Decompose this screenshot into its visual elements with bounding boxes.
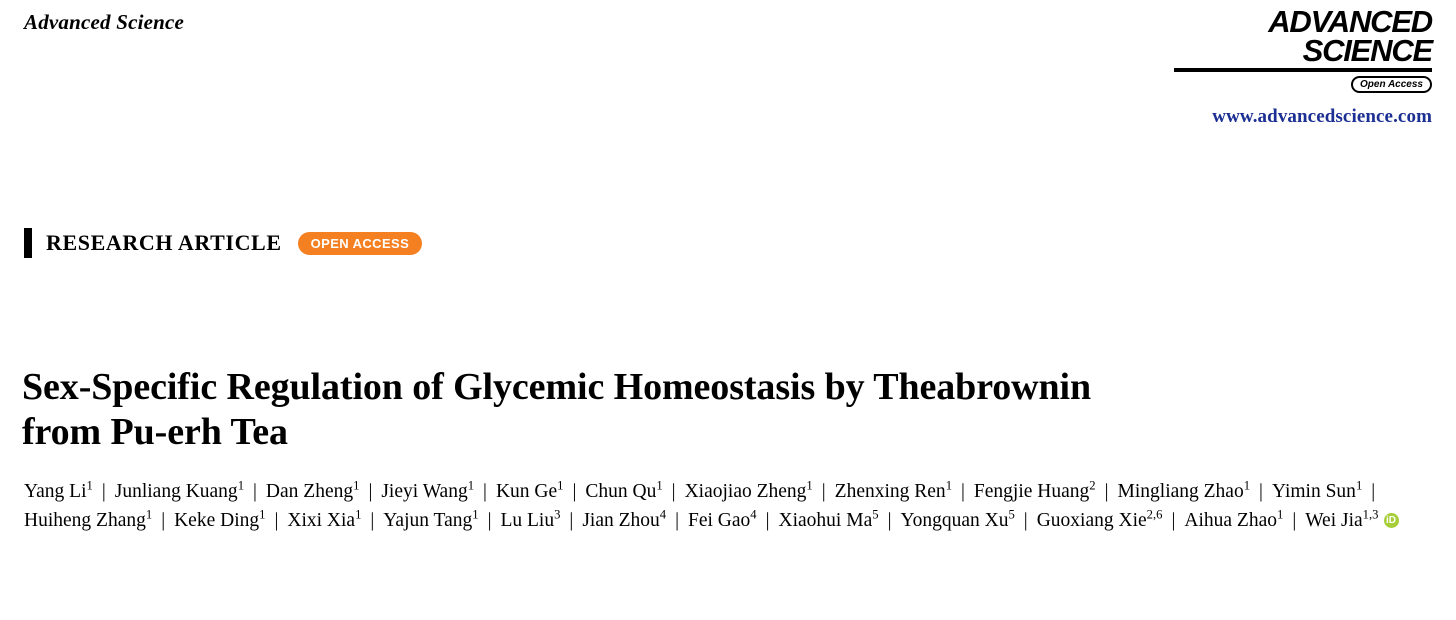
- author-affiliation-marker: 4: [659, 507, 667, 522]
- author-name[interactable]: [582, 507, 667, 531]
- author-name[interactable]: [1271, 478, 1363, 502]
- author-name-text: Yimin Sun: [1271, 481, 1356, 502]
- journal-logo-open-access-pill: Open Access: [1351, 76, 1432, 93]
- author-name[interactable]: [500, 507, 561, 531]
- author-name[interactable]: [114, 478, 245, 502]
- author-name-text: Guoxiang Xie: [1036, 509, 1147, 531]
- author-affiliation-marker: 2,6: [1146, 507, 1163, 522]
- author-name-text: Chun Qu: [585, 481, 657, 502]
- author-affiliation-marker: 4: [750, 507, 757, 522]
- open-access-badge: OPEN ACCESS: [298, 232, 423, 255]
- author-name[interactable]: [834, 478, 953, 502]
- author-name-text: Jieyi Wang: [381, 481, 468, 502]
- author-name-text: Mingliang Zhao: [1117, 481, 1244, 502]
- author-separator: |: [1023, 509, 1028, 531]
- author-separator: |: [1104, 481, 1109, 502]
- author-name-text: Fengjie Huang: [973, 481, 1090, 502]
- author-separator: |: [101, 481, 106, 502]
- author-name[interactable]: [1184, 507, 1284, 531]
- author-name[interactable]: [495, 478, 564, 502]
- author-list: [24, 478, 1432, 536]
- author-affiliation-marker: 1: [1355, 478, 1363, 493]
- author-name[interactable]: [585, 478, 663, 502]
- author-separator: |: [821, 481, 826, 502]
- author-name-text: Keke Ding: [174, 509, 260, 531]
- author-name-text: Yongquan Xu: [900, 509, 1009, 531]
- author-affiliation-marker: 3: [554, 507, 561, 522]
- author-affiliation-marker: 5: [872, 507, 879, 522]
- author-affiliation-marker: 1: [467, 478, 475, 493]
- author-name[interactable]: [684, 478, 813, 502]
- author-name-text: Xiaojiao Zheng: [684, 481, 807, 502]
- author-separator: |: [1292, 509, 1297, 531]
- author-affiliation-marker: 1: [1276, 507, 1284, 522]
- author-affiliation-marker: 1: [806, 478, 813, 493]
- author-affiliation-marker: 1: [237, 478, 245, 493]
- author-name-text: Wei Jia: [1305, 509, 1363, 531]
- author-separator: |: [671, 481, 676, 502]
- running-head-journal-name: Advanced Science: [24, 10, 185, 34]
- author-separator: |: [765, 509, 770, 531]
- author-separator: |: [675, 509, 680, 531]
- author-name[interactable]: [688, 507, 757, 531]
- article-type-label: RESEARCH ARTICLE: [46, 230, 282, 255]
- author-name-text: Xiaohui Ma: [778, 509, 873, 531]
- author-separator: |: [483, 481, 487, 502]
- journal-logo-block: [1172, 4, 1432, 128]
- author-separator: |: [253, 481, 257, 502]
- author-name-text: Xixi Xia: [287, 509, 356, 531]
- author-name[interactable]: [1036, 507, 1163, 531]
- author-affiliation-marker: 1: [353, 478, 360, 493]
- orcid-icon[interactable]: [1384, 513, 1399, 528]
- author-affiliation-marker: 5: [1008, 507, 1015, 522]
- author-affiliation-marker: 1: [656, 478, 663, 493]
- author-separator: |: [368, 481, 373, 502]
- author-name[interactable]: [1305, 507, 1398, 531]
- author-separator: |: [887, 509, 892, 531]
- author-name[interactable]: [24, 478, 93, 502]
- author-name[interactable]: [174, 507, 266, 531]
- author-name-text: Fei Gao: [688, 509, 751, 531]
- author-name[interactable]: [1117, 478, 1251, 502]
- author-separator: |: [370, 509, 375, 531]
- author-separator: |: [1259, 481, 1263, 502]
- author-name-text: Yang Li: [24, 481, 87, 502]
- author-name-text: Junliang Kuang: [114, 481, 238, 502]
- author-affiliation-marker: 1: [86, 478, 93, 493]
- author-affiliation-marker: 1,3: [1362, 507, 1379, 522]
- author-name-text: Huiheng Zhang: [24, 509, 146, 531]
- author-separator: |: [274, 509, 279, 531]
- author-separator: |: [572, 481, 577, 502]
- author-name-text: Kun Ge: [495, 481, 558, 502]
- author-separator: |: [569, 509, 574, 531]
- author-name-text: Yajun Tang: [383, 509, 473, 531]
- author-name[interactable]: [24, 507, 153, 531]
- author-name[interactable]: [287, 507, 362, 531]
- author-separator: |: [1371, 481, 1376, 502]
- author-name[interactable]: [778, 507, 879, 531]
- author-separator: |: [487, 509, 492, 531]
- page-title: Sex-Specific Regulation of Glycemic Homeostasis by Theabrownin from Pu-erh Tea: [22, 366, 1092, 454]
- author-name[interactable]: [900, 507, 1015, 531]
- article-type-row: [24, 228, 422, 258]
- journal-url-link[interactable]: www.advancedscience.com: [1212, 106, 1432, 128]
- author-name-text: Dan Zheng: [265, 481, 354, 502]
- author-name-text: Aihua Zhao: [1184, 509, 1277, 531]
- author-name-text: Zhenxing Ren: [834, 481, 946, 502]
- author-affiliation-marker: 1: [145, 507, 153, 522]
- author-affiliation-marker: 1: [557, 478, 564, 493]
- author-name[interactable]: [973, 478, 1096, 502]
- author-separator: |: [1171, 509, 1176, 531]
- author-name[interactable]: [265, 478, 360, 502]
- author-name-text: Lu Liu: [500, 509, 555, 531]
- author-name[interactable]: [383, 507, 479, 531]
- author-affiliation-marker: 1: [259, 507, 266, 522]
- article-type-bar-icon: [24, 228, 32, 258]
- author-separator: |: [961, 481, 965, 502]
- author-name[interactable]: [381, 478, 475, 502]
- author-affiliation-marker: 2: [1089, 478, 1096, 493]
- journal-logo-advanced: ADVANCED: [1268, 4, 1432, 39]
- author-affiliation-marker: 1: [472, 507, 479, 522]
- journal-logo-science: SCIENCE: [1302, 32, 1432, 68]
- author-affiliation-marker: 1: [1243, 478, 1251, 493]
- author-affiliation-marker: 1: [355, 507, 362, 522]
- author-separator: |: [161, 509, 166, 531]
- author-affiliation-marker: 1: [945, 478, 953, 493]
- author-name-text: Jian Zhou: [582, 509, 660, 531]
